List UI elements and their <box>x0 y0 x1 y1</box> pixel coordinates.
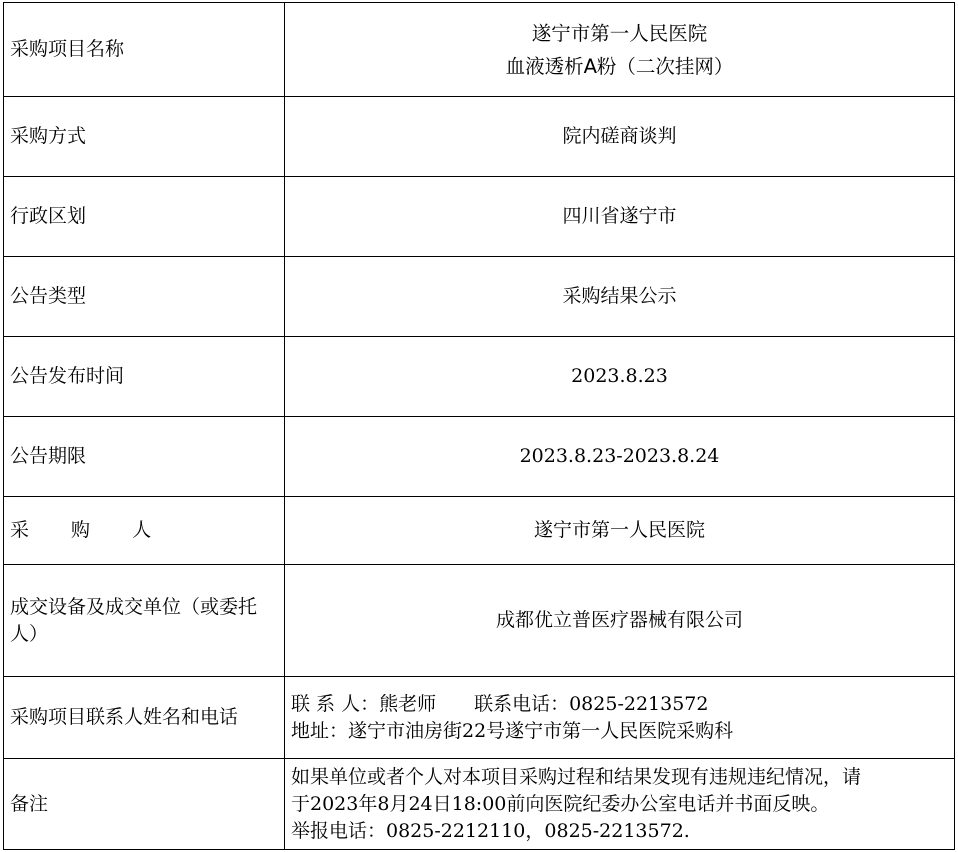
value-period: 2023.8.23-2023.8.24 <box>285 417 955 497</box>
remarks-line3: 举报电话：0825-2212110，0825-2213572. <box>291 819 690 842</box>
label-remarks: 备注 <box>4 759 285 850</box>
label-publish-time: 公告发布时间 <box>4 337 285 417</box>
row-remarks <box>4 759 955 850</box>
value-region: 四川省遂宁市 <box>285 177 955 257</box>
project-name-line1: 遂宁市第一人民医院 <box>531 21 708 45</box>
value-publish-time: 2023.8.23 <box>285 337 955 417</box>
value-winner: 成都优立普医疗器械有限公司 <box>285 565 955 677</box>
row-contact <box>4 677 955 759</box>
value-method: 院内磋商谈判 <box>285 97 955 177</box>
label-project-name: 采购项目名称 <box>4 3 285 97</box>
row-purchaser <box>4 497 955 565</box>
contact-address: 地址：遂宁市油房街22号遂宁市第一人民医院采购科 <box>291 719 734 742</box>
row-publish-time <box>4 337 955 417</box>
row-winner <box>4 565 955 677</box>
procurement-notice-table <box>3 2 955 850</box>
label-region: 行政区划 <box>4 177 285 257</box>
value-purchaser: 遂宁市第一人民医院 <box>285 497 955 565</box>
value-contact <box>285 677 955 759</box>
label-method: 采购方式 <box>4 97 285 177</box>
value-type: 采购结果公示 <box>285 257 955 337</box>
label-purchaser: 采 购 人 <box>4 497 285 565</box>
row-method <box>4 97 955 177</box>
row-type <box>4 257 955 337</box>
value-project-name <box>285 3 955 97</box>
label-contact: 采购项目联系人姓名和电话 <box>4 677 285 759</box>
row-project-name <box>4 3 955 97</box>
contact-phone: 联系电话：0825-2213572 <box>474 692 709 715</box>
label-type: 公告类型 <box>4 257 285 337</box>
remarks-line2: 于2023年8月24日18:00前向医院纪委办公室电话并书面反映。 <box>291 792 830 815</box>
label-winner: 成交设备及成交单位（或委托人） <box>4 565 285 677</box>
remarks-line1: 如果单位或者个人对本项目采购过程和结果发现有违规违纪情况，请 <box>291 765 862 788</box>
row-period <box>4 417 955 497</box>
label-period: 公告期限 <box>4 417 285 497</box>
project-name-line2: 血液透析A粉（二次挂网） <box>505 54 734 78</box>
row-region <box>4 177 955 257</box>
contact-person: 联 系 人：熊老师 <box>291 692 437 715</box>
value-remarks <box>285 759 955 850</box>
contact-line1 <box>291 691 948 718</box>
